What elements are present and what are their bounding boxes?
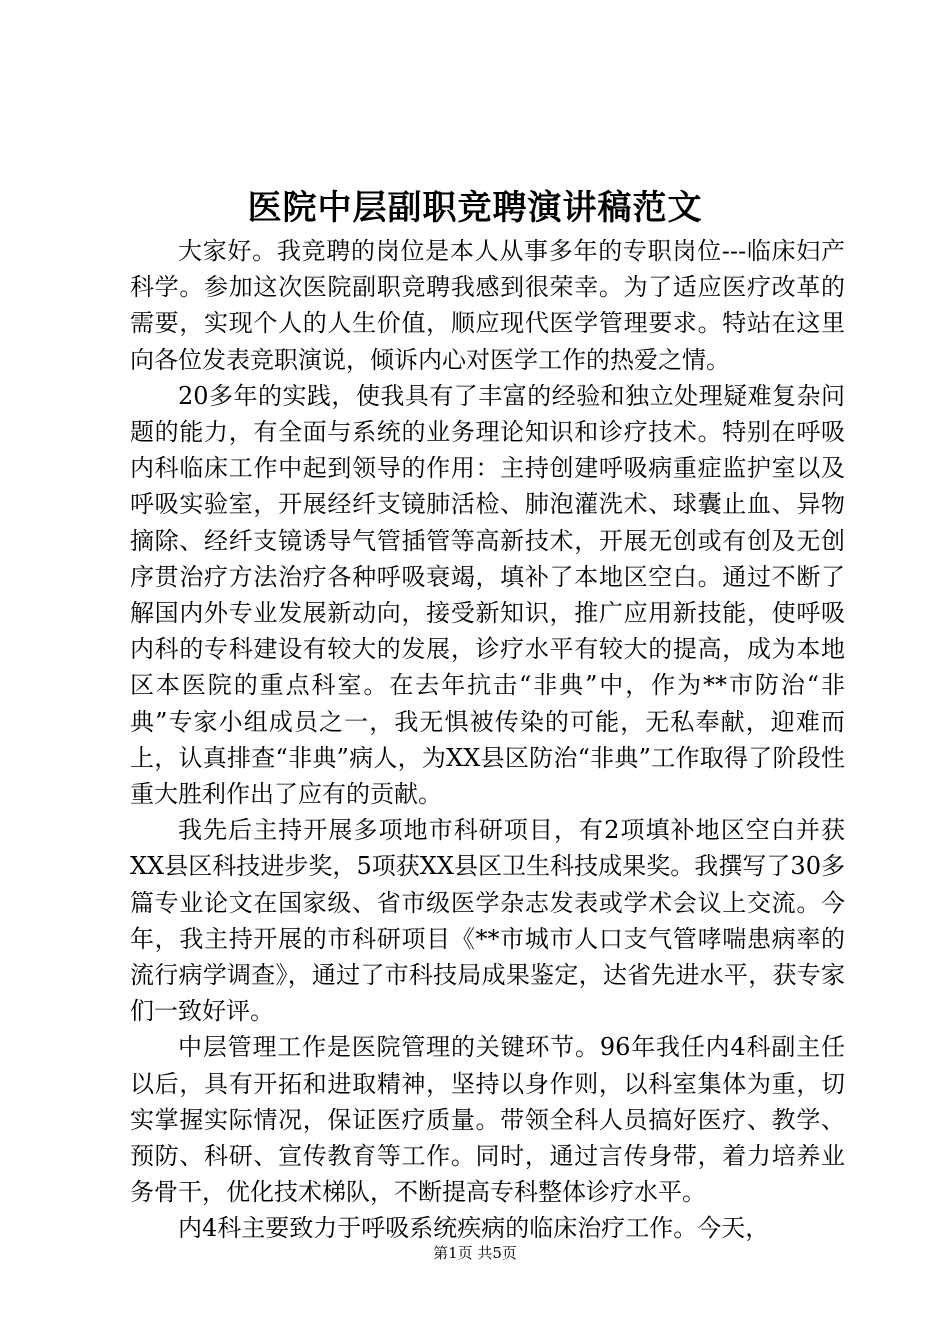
paragraph-3: 我先后主持开展多项地市科研项目，有2项填补地区空白并获XX县区科技进步奖，5项获XX县区卫生科技成果奖。我撰写了30多篇专业论文在国家级、省市级医学杂志发表或学术会议上交流。今年，我主持开展的市科研项目《**市城市人口支气管哮喘患病率的流行病学调查》，通过了市科技局成果鉴定，达省先进水平，获专家们一致好评。 [130, 816, 845, 1026]
paragraph-1: 大家好。我竞聘的岗位是本人从事多年的专职岗位---临床妇产科学。参加这次医院副职竞聘我感到很荣幸。为了适应医疗改革的需要，实现个人的人生价值，顺应现代医学管理要求。特站在这里向各位发表竞职演说，倾诉内心对医学工作的热爱之情。 [130, 237, 845, 374]
paragraph-5: 内4科主要致力于呼吸系统疾病的临床治疗工作。今天， [178, 1214, 770, 1243]
paragraph-4: 中层管理工作是医院管理的关键环节。96年我任内4科副主任以后，具有开拓和进取精神，坚持以身作则，以科室集体为重，切实掌握实际情况，保证医疗质量。带领全科人员搞好医疗、教学、预防、科研、宣传教育等工作。同时，通过言传身带，着力培养业务骨干，优化技术梯队，不断提高专科整体诊疗水平。 [130, 1033, 845, 1207]
document-title: 医院中层副职竞聘演讲稿范文 [247, 188, 703, 228]
paragraph-2: 20多年的实践，使我具有了丰富的经验和独立处理疑难复杂问题的能力，有全面与系统的业务理论知识和诊疗技术。特别在呼吸内科临床工作中起到领导的作用：主持创建呼吸病重症监护室以及呼吸实验室，开展经纤支镜肺活检、肺泡灌洗术、球囊止血、异物摘除、经纤支镜诱导气管插管等高新技术，开展无创或有创及无创序贯治疗方法治疗各种呼吸衰竭，填补了本地区空白。通过不断了解国内外专业发展新动向，接受新知识，推广应用新技能，使呼吸内科的专科建设有较大的发展，诊疗水平有较大的提高，成为本地区本医院的重点科室。在去年抗击“非典”中，作为**市防治“非典”专家小组成员之一，我无惧被传染的可能，无私奉献，迎难而上，认真排查“非典”病人，为XX县区防治“非典”工作取得了阶段性重大胜利作出了应有的贡献。 [130, 381, 845, 809]
document-body [130, 233, 845, 1247]
page-number-footer: 第1页 共5页 [433, 1244, 517, 1262]
